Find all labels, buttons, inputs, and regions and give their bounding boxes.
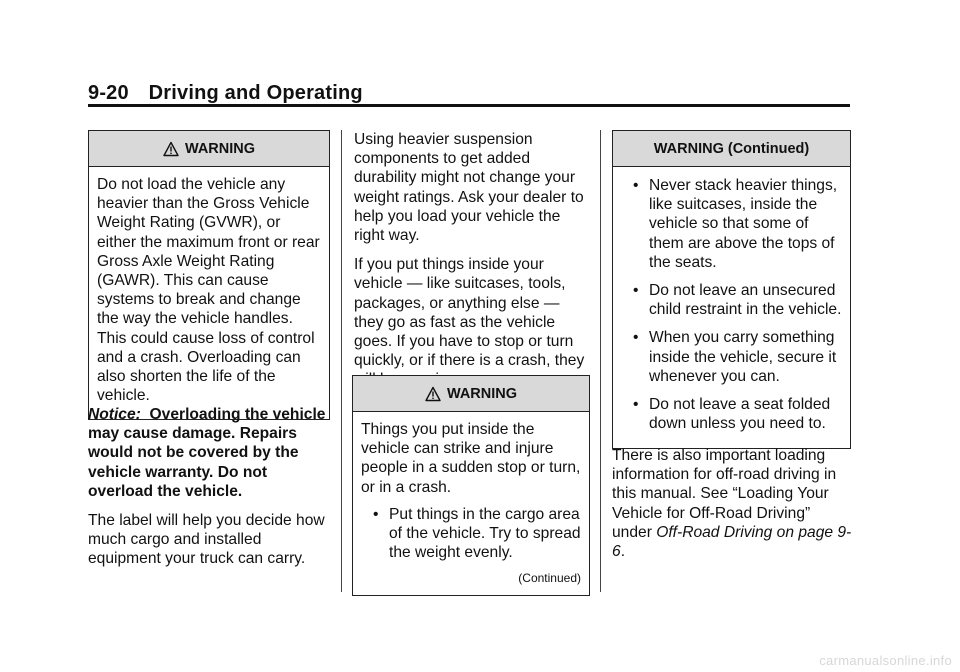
list-item — [621, 328, 842, 386]
bullet-icon: • — [633, 396, 639, 414]
warning-box-continued — [612, 130, 851, 449]
continued-label: (Continued) — [518, 571, 581, 586]
list-item — [621, 395, 842, 433]
warning-title: WARNING — [184, 140, 256, 157]
bullet-icon: • — [633, 282, 639, 300]
warning-box-cargo — [352, 375, 590, 596]
list-item — [621, 281, 842, 319]
column-divider-1 — [341, 130, 342, 592]
watermark: carmanualsonline.info — [819, 653, 952, 668]
header-rule — [88, 104, 850, 107]
list-item-text: Do not leave an unsecured child restraint in the vehicle. — [649, 282, 842, 319]
bullet-icon: • — [633, 329, 639, 347]
list-item-text: When you carry something inside the vehicle, secure it whenever you can. — [649, 329, 837, 385]
warning-header — [353, 376, 589, 412]
warning-text: Do not load the vehicle any heavier than the Gross Vehicle Weight Rating (GVWR), or either the maximum front or rear Gross Axle Weight Rating (GAWR). This can cause systems to break and change the way the vehicle handles. This could cause loss of control and a crash. Overloading can also shorten the life of the vehicle. — [97, 176, 320, 405]
warning-triangle-icon — [163, 141, 179, 157]
suspension-paragraph: Using heavier suspension components to get added durability might not change your weight ratings. Ask your dealer to help you load your vehicle the right way. — [354, 131, 584, 245]
page-header — [88, 82, 363, 105]
list-item — [621, 176, 842, 272]
page-number: 9-20 — [88, 82, 129, 104]
notice-text: Overloading the vehicle may cause damage. Repairs would not be covered by the vehicle warranty. Do not overload the vehicle. — [88, 406, 326, 500]
section-title: Driving and Operating — [148, 82, 363, 104]
warning-title: WARNING (Continued) — [653, 140, 810, 157]
warning-header — [613, 131, 850, 167]
column-3-text — [612, 446, 852, 571]
notice-paragraph — [88, 405, 332, 501]
offroad-text: There is also important loading information for off-road driving in this manual. See “Loading Your Vehicle for Off-Road Driving” under — [612, 447, 837, 541]
bullet-icon: • — [373, 505, 379, 523]
warning-bullet-list — [361, 505, 581, 563]
column-1-text — [88, 405, 332, 579]
offroad-paragraph — [612, 446, 852, 561]
notice-label: Notice: — [88, 406, 141, 423]
column-divider-2 — [600, 130, 601, 592]
warning-triangle-icon — [425, 386, 441, 402]
warning-header — [89, 131, 329, 167]
list-item-text: Do not leave a seat folded down unless you need to. — [649, 396, 831, 433]
warning-bullet-list — [621, 176, 842, 433]
column-2-text — [354, 130, 590, 400]
offroad-link[interactable]: Off-Road Driving on page 9-6 — [612, 523, 852, 561]
list-item-text: Never stack heavier things, like suitcases, inside the vehicle so that some of them are above the tops of the seats. — [649, 177, 838, 271]
label-paragraph: The label will help you decide how much cargo and installed equipment your truck can carry. — [88, 512, 325, 568]
warning-text: Things you put inside the vehicle can strike and injure people in a sudden stop or turn, or in a crash. — [361, 421, 581, 496]
things-inside-paragraph: If you put things inside your vehicle — like suitcases, tools, packages, or anything else — they go as fast as the vehicle goes. If you have to stop or turn quickly, or if there is a crash, they — [354, 256, 585, 370]
warning-box-overload — [88, 130, 330, 420]
bullet-icon: • — [633, 177, 639, 194]
list-item — [361, 505, 581, 563]
offroad-end: . — [620, 543, 626, 561]
list-item-text: Put things in the cargo area of the vehicle. Try to spread the weight evenly. — [389, 505, 581, 562]
warning-title: WARNING — [446, 385, 518, 402]
